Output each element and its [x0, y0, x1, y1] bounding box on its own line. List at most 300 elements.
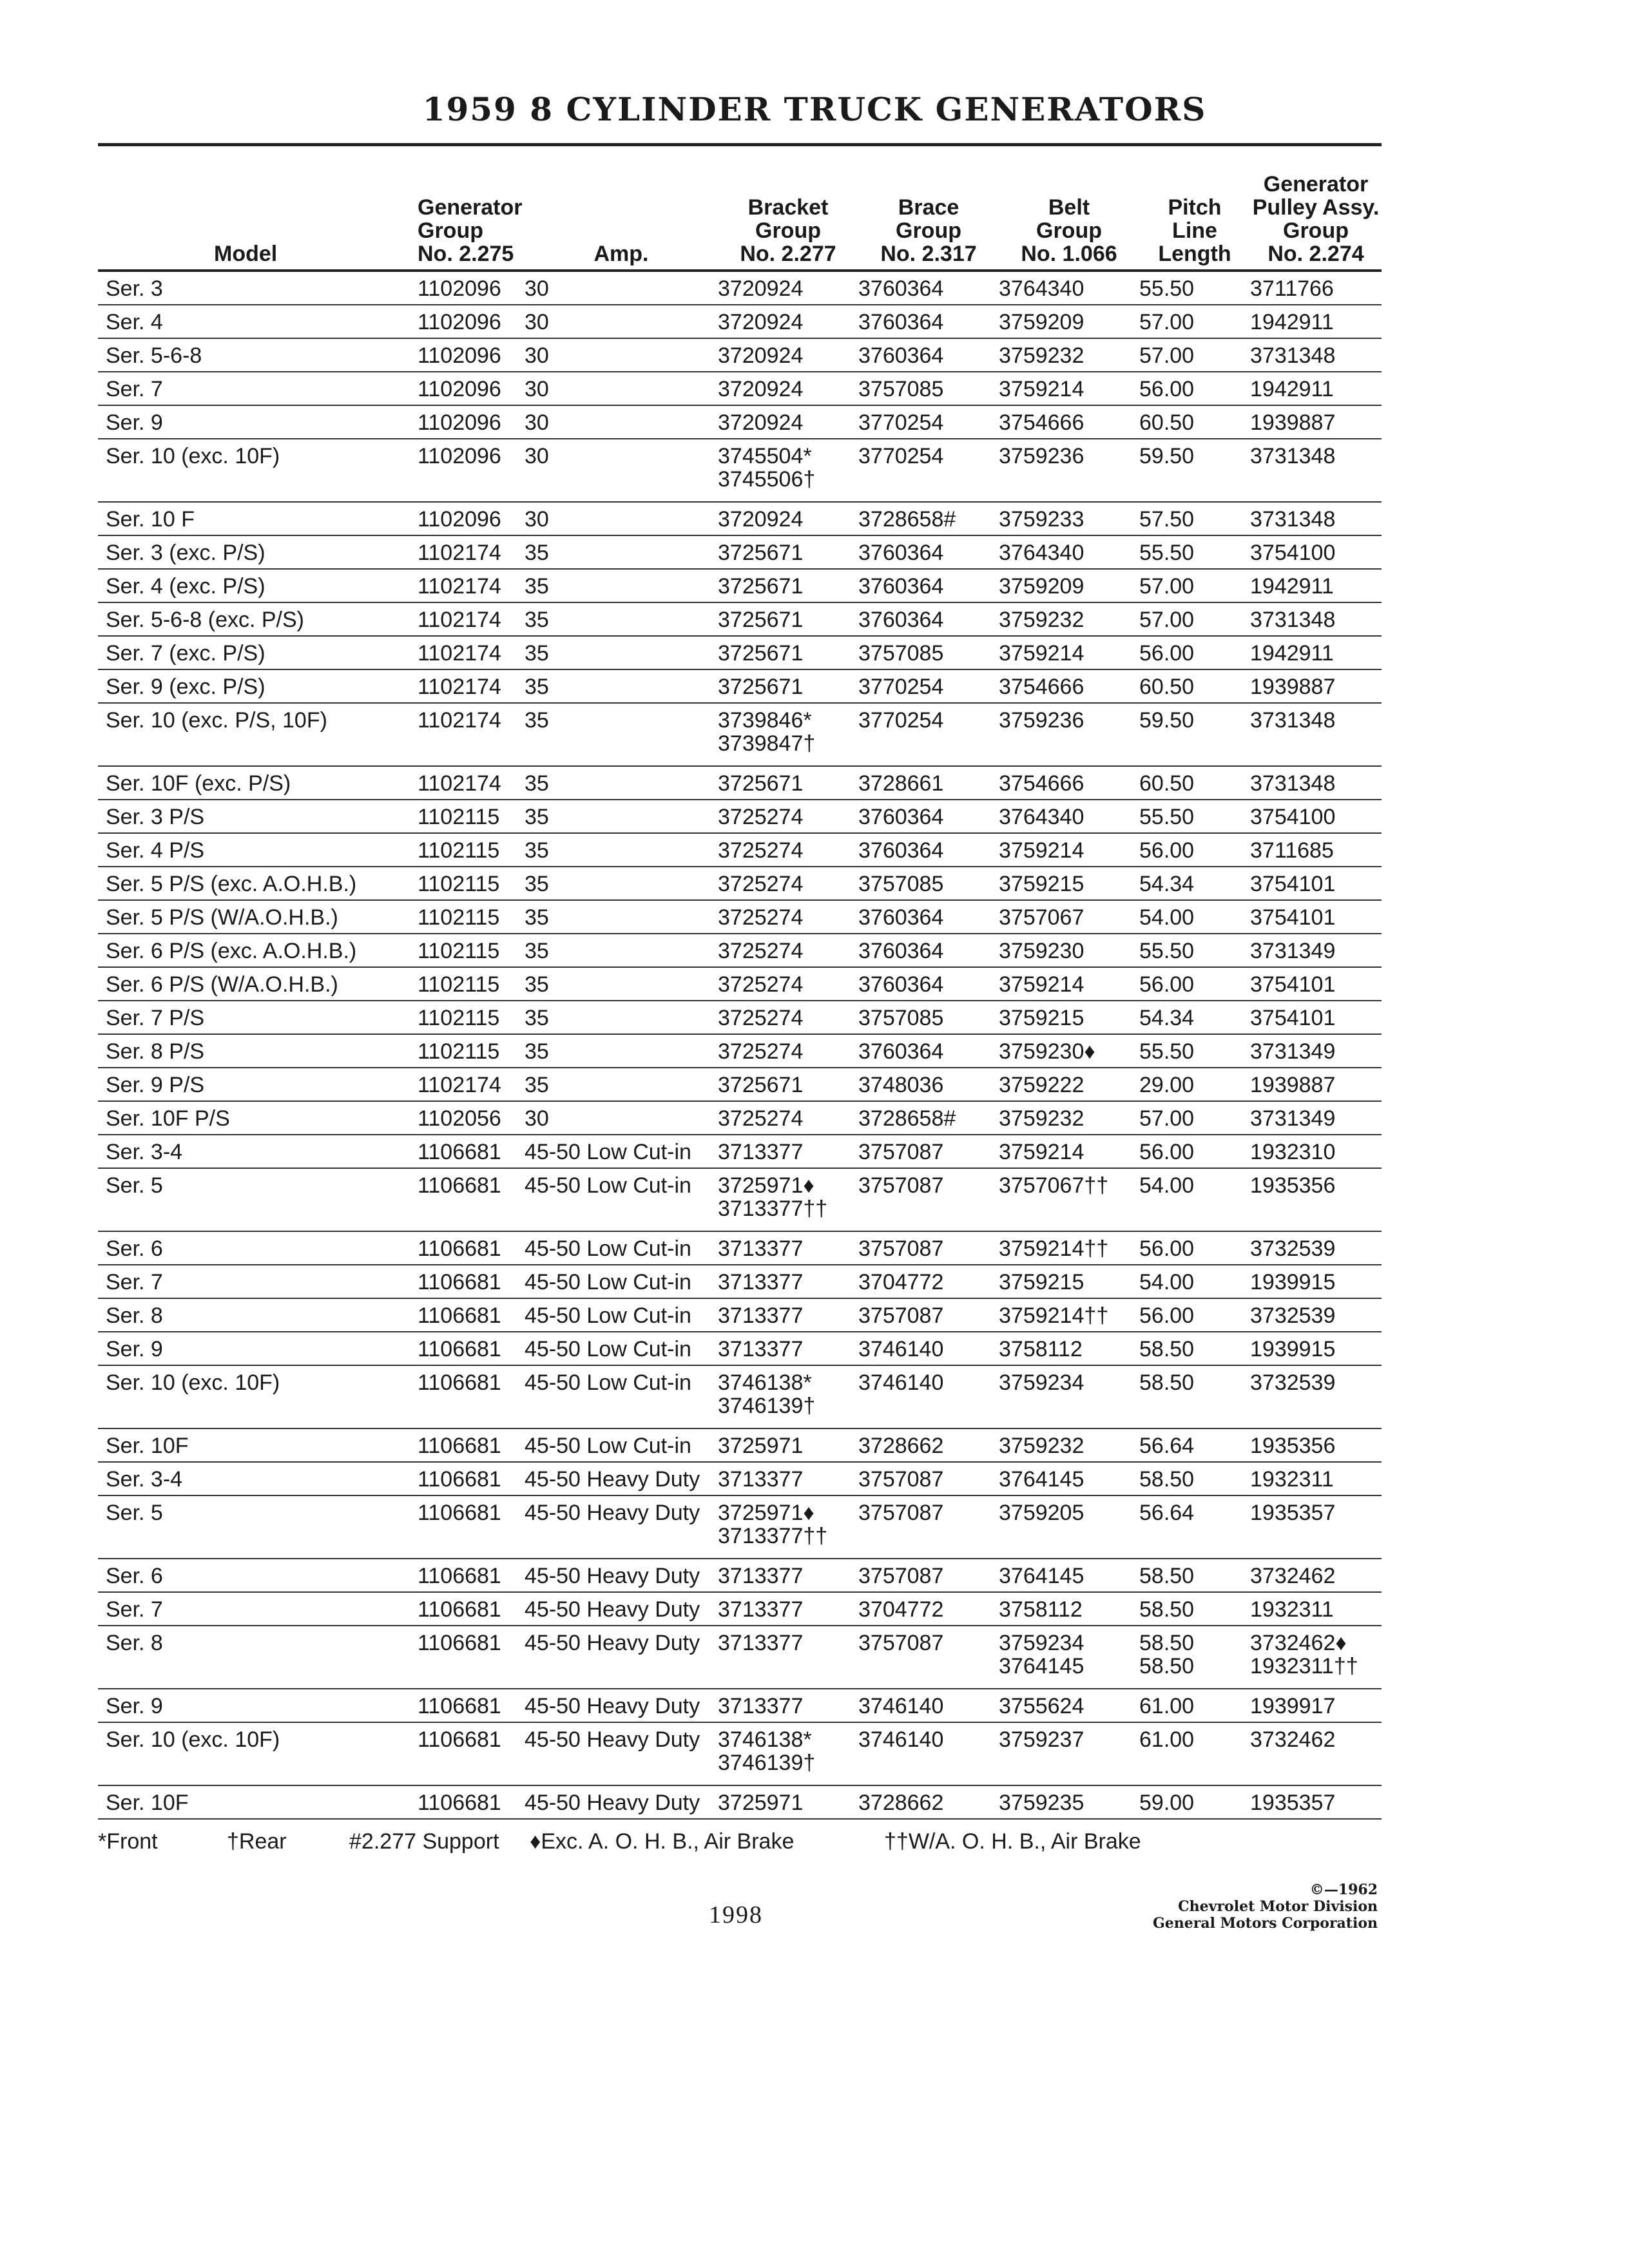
cell-line: 3725971 [718, 1434, 804, 1458]
cell-line: 1106681 [418, 1631, 501, 1655]
cell-model [98, 535, 418, 569]
cell-line: 3757067†† [999, 1173, 1109, 1198]
cell-brace-group [858, 569, 999, 602]
cell-line: 59.00 [1139, 1791, 1195, 1815]
cell-line: 3725671 [718, 675, 804, 699]
cell-brace-group [858, 338, 999, 372]
cell-generator-group [418, 1785, 525, 1819]
cell-brace-group [858, 1495, 999, 1559]
cell-belt-group [999, 967, 1139, 1001]
cell-line: 3759215 [999, 1006, 1084, 1030]
cell-amp [525, 1689, 718, 1722]
cell-line: 1102174 [418, 641, 501, 666]
cell-pitch-line-length [1139, 833, 1250, 867]
table-row [98, 1689, 1382, 1722]
cell-line: Ser. 7 (exc. P/S) [106, 641, 265, 666]
table-row [98, 900, 1382, 934]
cell-generator-group [418, 1068, 525, 1101]
cell-amp [525, 636, 718, 669]
table-row [98, 1001, 1382, 1034]
cell-line: 35 [525, 972, 549, 997]
cell-pitch-line-length [1139, 1626, 1250, 1689]
cell-line: 58.50 [1139, 1467, 1195, 1492]
cell-line: 1102096 [418, 343, 501, 368]
cell-bracket-group [718, 1365, 858, 1428]
cell-amp [525, 1168, 718, 1231]
cell-pulley-group [1250, 1462, 1382, 1495]
cell-amp [525, 1462, 718, 1495]
table-row [98, 338, 1382, 372]
cell-line: 1106681 [418, 1370, 501, 1395]
cell-brace-group [858, 833, 999, 867]
cell-line: 3725274 [718, 1039, 804, 1064]
cell-line: 59.50 [1139, 708, 1195, 733]
cell-line: Ser. 3-4 [106, 1140, 183, 1164]
cell-brace-group [858, 867, 999, 900]
cell-amp [525, 602, 718, 636]
cell-line: 3745504* [718, 444, 812, 468]
cell-line: Ser. 5 P/S (exc. A.O.H.B.) [106, 872, 357, 896]
table-row [98, 1298, 1382, 1332]
cell-belt-group [999, 305, 1139, 338]
cell-line: 45-50 Low Cut-in [525, 1337, 691, 1361]
cell-model [98, 439, 418, 502]
cell-generator-group [418, 569, 525, 602]
cell-model [98, 703, 418, 766]
cell-line: 3720924 [718, 343, 804, 368]
cell-line: 3764145 [999, 1654, 1084, 1678]
cell-model [98, 669, 418, 703]
cell-line: 3720924 [718, 276, 804, 301]
cell-line: Ser. 4 P/S [106, 838, 205, 863]
cell-line: 1102174 [418, 541, 501, 565]
cell-line: 45-50 Low Cut-in [525, 1303, 691, 1328]
cell-line: 3725971 [718, 1791, 804, 1815]
cell-brace-group [858, 636, 999, 669]
cell-bracket-group [718, 1722, 858, 1785]
cell-line: 3757085 [858, 1006, 944, 1030]
cell-line: 1935357 [1250, 1501, 1336, 1525]
cell-brace-group [858, 1332, 999, 1365]
cell-bracket-group [718, 800, 858, 833]
cell-model [98, 1135, 418, 1168]
cell-line: Ser. 5 [106, 1173, 163, 1198]
cell-amp [525, 1135, 718, 1168]
cell-line: 3759209 [999, 574, 1084, 599]
cell-model [98, 305, 418, 338]
table-row [98, 1231, 1382, 1265]
cell-line: 3713377 [718, 1467, 804, 1492]
cell-line: Ser. 4 [106, 310, 163, 334]
cell-generator-group [418, 800, 525, 833]
cell-belt-group [999, 636, 1139, 669]
cell-bracket-group [718, 271, 858, 305]
cell-generator-group [418, 967, 525, 1001]
cell-bracket-group [718, 934, 858, 967]
cell-line: 45-50 Heavy Duty [525, 1791, 700, 1815]
table-row [98, 1135, 1382, 1168]
cell-line: Ser. 9 P/S [106, 1073, 205, 1097]
cell-line: Ser. 6 P/S (W/A.O.H.B.) [106, 972, 338, 997]
cell-line: 3731349 [1250, 1039, 1336, 1064]
cell-line: 58.50 [1139, 1564, 1195, 1588]
cell-line: 3739847† [718, 731, 816, 756]
cell-belt-group [999, 766, 1139, 800]
cell-line: 30 [525, 276, 549, 301]
cell-line: 3754666 [999, 410, 1084, 435]
cell-line: 1102174 [418, 771, 501, 796]
cell-line: 3760364 [858, 276, 944, 301]
cell-line: 3754666 [999, 675, 1084, 699]
cell-pitch-line-length [1139, 1785, 1250, 1819]
cell-brace-group [858, 1428, 999, 1462]
cell-amp [525, 405, 718, 439]
cell-belt-group [999, 1034, 1139, 1068]
cell-line: 35 [525, 771, 549, 796]
cell-line: 3760364 [858, 1039, 944, 1064]
cell-line: 1106681 [418, 1303, 501, 1328]
cell-line: 45-50 Heavy Duty [525, 1597, 700, 1622]
cell-pitch-line-length [1139, 1034, 1250, 1068]
cell-pulley-group [1250, 502, 1382, 535]
cell-brace-group [858, 271, 999, 305]
cell-model [98, 766, 418, 800]
cell-bracket-group [718, 967, 858, 1001]
cell-bracket-group [718, 867, 858, 900]
table-row [98, 305, 1382, 338]
cell-pulley-group [1250, 439, 1382, 502]
cell-belt-group [999, 1068, 1139, 1101]
cell-line: 3725274 [718, 872, 804, 896]
cell-model [98, 1495, 418, 1559]
cell-line: Ser. 10F (exc. P/S) [106, 771, 291, 796]
cell-line: 3759222 [999, 1073, 1084, 1097]
cell-generator-group [418, 338, 525, 372]
cell-line: 45-50 Low Cut-in [525, 1434, 691, 1458]
cell-line: 1106681 [418, 1434, 501, 1458]
cell-line: 35 [525, 1039, 549, 1064]
cell-brace-group [858, 1722, 999, 1785]
cell-pitch-line-length [1139, 1365, 1250, 1428]
cell-amp [525, 1034, 718, 1068]
cell-line: 3711766 [1250, 276, 1334, 301]
cell-belt-group [999, 900, 1139, 934]
table-row [98, 569, 1382, 602]
cell-pitch-line-length [1139, 1428, 1250, 1462]
cell-bracket-group [718, 833, 858, 867]
cell-line: 57.50 [1139, 507, 1195, 532]
cell-amp [525, 1365, 718, 1428]
cell-generator-group [418, 1265, 525, 1298]
cell-pulley-group [1250, 1428, 1382, 1462]
cell-line: 60.50 [1139, 675, 1195, 699]
cell-line: 1106681 [418, 1140, 501, 1164]
cell-pulley-group [1250, 636, 1382, 669]
cell-pitch-line-length [1139, 1101, 1250, 1135]
cell-brace-group [858, 305, 999, 338]
table-row [98, 1034, 1382, 1068]
cell-belt-group [999, 338, 1139, 372]
cell-amp [525, 1231, 718, 1265]
cell-line: 3764340 [999, 805, 1084, 829]
cell-pulley-group [1250, 1365, 1382, 1428]
cell-model [98, 1722, 418, 1785]
cell-line: 3731348 [1250, 771, 1336, 796]
cell-bracket-group [718, 1034, 858, 1068]
header-model: Model [98, 155, 418, 271]
cell-belt-group [999, 669, 1139, 703]
cell-model [98, 867, 418, 900]
cell-line: 3759235 [999, 1791, 1084, 1815]
cell-line: 3725274 [718, 838, 804, 863]
cell-line: 3728661 [858, 771, 944, 796]
cell-brace-group [858, 703, 999, 766]
cell-line: 3731349 [1250, 939, 1336, 963]
cell-line: Ser. 9 [106, 410, 163, 435]
cell-pulley-group [1250, 1785, 1382, 1819]
cell-brace-group [858, 1365, 999, 1428]
footnote-exc-aohb: ♦Exc. A. O. H. B., Air Brake [530, 1829, 795, 1854]
cell-line: 3728662 [858, 1791, 944, 1815]
cell-brace-group [858, 934, 999, 967]
cell-line: 57.00 [1139, 1106, 1195, 1131]
cell-line: Ser. 8 [106, 1303, 163, 1328]
cell-generator-group [418, 1101, 525, 1135]
cell-line: Ser. 3 P/S [106, 805, 205, 829]
cell-line: Ser. 9 [106, 1337, 163, 1361]
table-header-row [98, 155, 1382, 271]
cell-line: 55.50 [1139, 276, 1195, 301]
cell-line: 3764145 [999, 1564, 1084, 1588]
cell-brace-group [858, 1068, 999, 1101]
header-pulley-group: Generator Pulley Assy. Group No. 2.274 [1250, 155, 1382, 271]
cell-line: 35 [525, 608, 549, 632]
cell-pitch-line-length [1139, 1592, 1250, 1626]
cell-generator-group [418, 1559, 525, 1592]
cell-line: 3754101 [1250, 972, 1336, 997]
cell-amp [525, 569, 718, 602]
cell-generator-group [418, 1298, 525, 1332]
cell-pulley-group [1250, 967, 1382, 1001]
cell-line: 56.00 [1139, 641, 1195, 666]
cell-bracket-group [718, 1001, 858, 1034]
cell-line: 45-50 Low Cut-in [525, 1140, 691, 1164]
cell-amp [525, 1068, 718, 1101]
cell-line: 45-50 Heavy Duty [525, 1727, 700, 1752]
cell-line: 3713377 [718, 1270, 804, 1294]
cell-line: 3759232 [999, 1434, 1084, 1458]
cell-line: 35 [525, 838, 549, 863]
cell-line: 3713377 [718, 1694, 804, 1718]
header-brace-group: Brace Group No. 2.317 [858, 155, 999, 271]
table-row [98, 1068, 1382, 1101]
cell-line: 3704772 [858, 1270, 944, 1294]
table-row [98, 800, 1382, 833]
cell-pulley-group [1250, 669, 1382, 703]
cell-belt-group [999, 405, 1139, 439]
cell-line: 3759214 [999, 838, 1084, 863]
header-bracket-group: Bracket Group No. 2.277 [718, 155, 858, 271]
cell-brace-group [858, 1298, 999, 1332]
cell-pitch-line-length [1139, 1332, 1250, 1365]
cell-line: 3757087 [858, 1173, 944, 1198]
cell-line: 1102174 [418, 608, 501, 632]
cell-model [98, 636, 418, 669]
cell-amp [525, 1298, 718, 1332]
cell-line: 3725971♦ [718, 1173, 815, 1198]
cell-line: 1106681 [418, 1337, 501, 1361]
cell-generator-group [418, 934, 525, 967]
cell-line: 3759209 [999, 310, 1084, 334]
cell-line: Ser. 6 [106, 1236, 163, 1261]
table-row [98, 867, 1382, 900]
cell-line: 3746139† [718, 1394, 816, 1418]
table-row [98, 439, 1382, 502]
cell-pulley-group [1250, 703, 1382, 766]
cell-belt-group [999, 1101, 1139, 1135]
cell-line: 3746140 [858, 1370, 944, 1395]
cell-pitch-line-length [1139, 372, 1250, 405]
cell-line: 56.00 [1139, 1140, 1195, 1164]
cell-line: 3759232 [999, 1106, 1084, 1131]
cell-belt-group [999, 1689, 1139, 1722]
cell-model [98, 1231, 418, 1265]
cell-line: 1102115 [418, 1006, 500, 1030]
cell-line: 1106681 [418, 1467, 501, 1492]
cell-belt-group [999, 439, 1139, 502]
cell-line: Ser. 10F P/S [106, 1106, 230, 1131]
cell-belt-group [999, 1001, 1139, 1034]
cell-amp [525, 1001, 718, 1034]
table-row [98, 1495, 1382, 1559]
cell-line: 58.50 [1139, 1631, 1195, 1655]
cell-line: 1106681 [418, 1501, 501, 1525]
cell-brace-group [858, 372, 999, 405]
cell-generator-group [418, 1626, 525, 1689]
cell-belt-group [999, 502, 1139, 535]
cell-line: 3757067 [999, 905, 1084, 930]
cell-bracket-group [718, 1592, 858, 1626]
cell-line: 54.00 [1139, 1173, 1195, 1198]
cell-generator-group [418, 1332, 525, 1365]
cell-line: 1106681 [418, 1727, 501, 1752]
cell-line: 3759233 [999, 507, 1084, 532]
cell-brace-group [858, 1689, 999, 1722]
cell-line: 61.00 [1139, 1727, 1195, 1752]
cell-line: 1935356 [1250, 1173, 1336, 1198]
cell-line: 30 [525, 444, 549, 468]
cell-line: 35 [525, 805, 549, 829]
cell-line: Ser. 10 (exc. P/S, 10F) [106, 708, 327, 733]
cell-line: 3759234 [999, 1631, 1084, 1655]
footnote-front: *Front [98, 1829, 158, 1854]
cell-line: 35 [525, 1006, 549, 1030]
cell-model [98, 900, 418, 934]
cell-brace-group [858, 602, 999, 636]
header-generator-group: Generator Group No. 2.275 [418, 155, 525, 271]
cell-bracket-group [718, 766, 858, 800]
cell-pitch-line-length [1139, 934, 1250, 967]
cell-brace-group [858, 800, 999, 833]
cell-line: Ser. 5 P/S (W/A.O.H.B.) [106, 905, 338, 930]
footnote-rear: †Rear [227, 1829, 287, 1854]
cell-belt-group [999, 271, 1139, 305]
cell-amp [525, 305, 718, 338]
cell-pulley-group [1250, 1101, 1382, 1135]
cell-generator-group [418, 703, 525, 766]
cell-line: 3760364 [858, 838, 944, 863]
cell-line: 1102056 [418, 1106, 501, 1131]
cell-amp [525, 502, 718, 535]
cell-line: 1942911 [1250, 310, 1334, 334]
cell-line: 3725274 [718, 972, 804, 997]
cell-line: 30 [525, 377, 549, 401]
cell-pulley-group [1250, 372, 1382, 405]
cell-line: 3725971♦ [718, 1501, 815, 1525]
cell-line: Ser. 9 [106, 1694, 163, 1718]
cell-generator-group [418, 1365, 525, 1428]
cell-line: 3757087 [858, 1501, 944, 1525]
cell-pitch-line-length [1139, 405, 1250, 439]
cell-pitch-line-length [1139, 703, 1250, 766]
cell-line: 3725671 [718, 771, 804, 796]
cell-bracket-group [718, 1068, 858, 1101]
cell-line: 1102115 [418, 1039, 500, 1064]
cell-generator-group [418, 1495, 525, 1559]
cell-model [98, 934, 418, 967]
cell-line: 1106681 [418, 1564, 501, 1588]
cell-line: 3757087 [858, 1236, 944, 1261]
cell-bracket-group [718, 338, 858, 372]
cell-pulley-group [1250, 1592, 1382, 1626]
table-row [98, 1168, 1382, 1231]
cell-belt-group [999, 1265, 1139, 1298]
cell-model [98, 1034, 418, 1068]
cell-brace-group [858, 1265, 999, 1298]
cell-line: 1932311†† [1250, 1654, 1358, 1678]
cell-brace-group [858, 1626, 999, 1689]
cell-belt-group [999, 1462, 1139, 1495]
cell-line: 58.50 [1139, 1337, 1195, 1361]
cell-belt-group [999, 1626, 1139, 1689]
cell-line: 3720924 [718, 507, 804, 532]
cell-belt-group [999, 703, 1139, 766]
table-body [98, 271, 1382, 1819]
cell-pulley-group [1250, 405, 1382, 439]
cell-pulley-group [1250, 1001, 1382, 1034]
cell-belt-group [999, 1722, 1139, 1785]
cell-line: 56.64 [1139, 1501, 1195, 1525]
cell-model [98, 271, 418, 305]
cell-brace-group [858, 1231, 999, 1265]
cell-line: 3764145 [999, 1467, 1084, 1492]
cell-generator-group [418, 669, 525, 703]
cell-line: 3755624 [999, 1694, 1084, 1718]
cell-line: 3764340 [999, 541, 1084, 565]
cell-line: 3770254 [858, 708, 944, 733]
cell-amp [525, 703, 718, 766]
cell-model [98, 1265, 418, 1298]
cell-line: 3754101 [1250, 905, 1336, 930]
cell-line: 3757085 [858, 377, 944, 401]
table-row [98, 636, 1382, 669]
cell-line: 3732462♦ [1250, 1631, 1347, 1655]
cell-line: 54.00 [1139, 1270, 1195, 1294]
cell-pitch-line-length [1139, 800, 1250, 833]
cell-line: 3759214 [999, 641, 1084, 666]
cell-pulley-group [1250, 1265, 1382, 1298]
cell-line: Ser. 5-6-8 (exc. P/S) [106, 608, 304, 632]
